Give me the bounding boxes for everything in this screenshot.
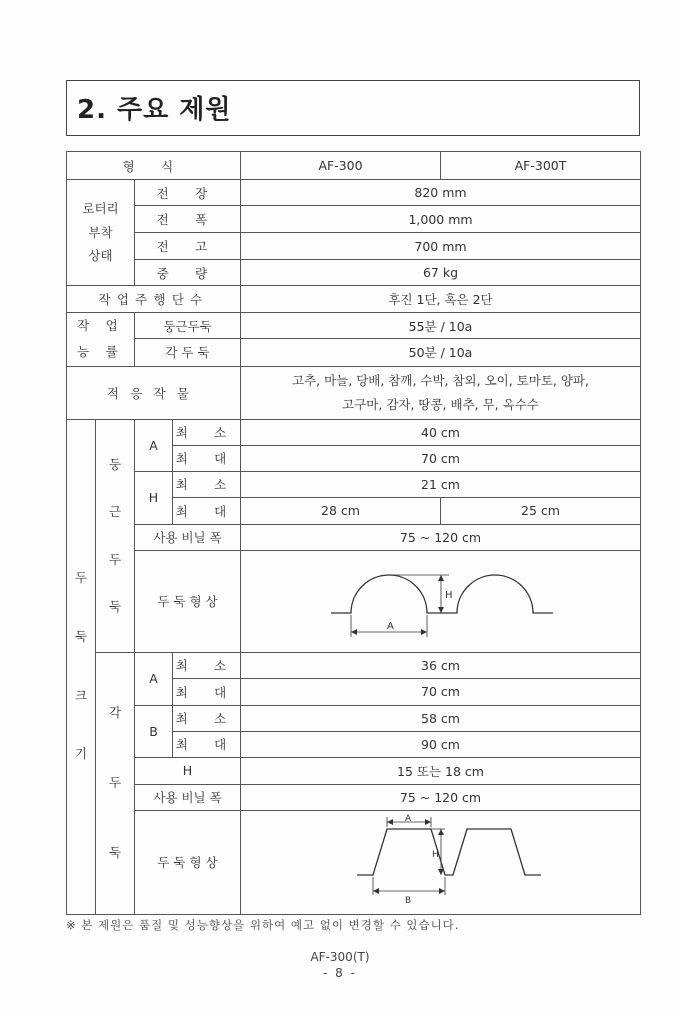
- width-label: 전 폭: [135, 206, 241, 233]
- round-h-min: 21 cm: [241, 471, 641, 497]
- square-b-min: 58 cm: [241, 705, 641, 731]
- square-diagram-b-label: B: [404, 895, 411, 906]
- table-row: [67, 810, 641, 914]
- capacity-square-value: 50분 / 10a: [241, 339, 641, 366]
- capacity-round-label: 둥근두둑: [135, 313, 241, 339]
- round-h-max-1: 28 cm: [241, 497, 441, 524]
- square-h-value: 15 또는 18 cm: [241, 757, 641, 784]
- table-row: [67, 339, 641, 366]
- footer-model: AF-300(T): [310, 950, 370, 964]
- crops-value: [241, 366, 641, 419]
- height-value: 700 mm: [241, 233, 641, 260]
- round-diagram-h-label: H: [444, 589, 453, 601]
- square-a-label: A: [135, 652, 173, 705]
- square-h-label: H: [135, 757, 241, 784]
- length-label: 전 장: [135, 180, 241, 206]
- round-shape-cell: [241, 550, 641, 652]
- round-a-max-label: 최 대: [173, 445, 241, 471]
- table-row: [67, 366, 641, 419]
- square-diagram-h-label: H: [431, 849, 439, 860]
- round-h-max-label: 최 대: [173, 497, 241, 524]
- length-value: 820 mm: [241, 180, 641, 206]
- crops-label: 적응작물: [67, 366, 241, 419]
- table-row: [67, 471, 641, 497]
- table-row: [67, 705, 641, 731]
- square-b-label: B: [135, 705, 173, 757]
- table-row: [67, 550, 641, 652]
- table-row: [67, 524, 641, 550]
- table-row: [67, 313, 641, 339]
- rotary-group-label: 로터리 부착 상태: [67, 180, 135, 286]
- square-ridge-label: 각 두 둑: [96, 652, 135, 914]
- section-title-box: [66, 80, 640, 136]
- ridge-size-group-label: 두 둑 크 기: [67, 419, 96, 914]
- round-ridge-diagram: [321, 555, 561, 645]
- round-vinyl-label: 사용 비닐 폭: [135, 524, 241, 550]
- square-ridge-diagram: [321, 813, 561, 909]
- height-label: 전 고: [135, 233, 241, 260]
- square-shape-label: 두 둑 형 상: [135, 810, 241, 914]
- round-a-min-label: 최 소: [173, 419, 241, 445]
- header-row: [67, 152, 641, 180]
- square-shape-cell: [241, 810, 641, 914]
- travel-value: 후진 1단, 혹은 2단: [241, 286, 641, 313]
- round-h-min-label: 최 소: [173, 471, 241, 497]
- weight-label: 중 량: [135, 260, 241, 286]
- width-value: 1,000 mm: [241, 206, 641, 233]
- round-shape-label: 두 둑 형 상: [135, 550, 241, 652]
- square-a-max: 70 cm: [241, 678, 641, 705]
- square-a-max-label: 최 대: [173, 678, 241, 705]
- crops-line-1: 고추, 마늘, 당배, 참깨, 수박, 참외, 오이, 토마토, 양파,: [292, 372, 589, 388]
- header-model-1: AF-300: [241, 152, 441, 180]
- round-a-max: 70 cm: [241, 445, 641, 471]
- table-row: [67, 260, 641, 286]
- page-number: - 8 -: [323, 966, 357, 980]
- table-row: [67, 419, 641, 445]
- spec-table: [66, 151, 641, 915]
- header-model-2: AF-300T: [441, 152, 641, 180]
- square-a-min-label: 최 소: [173, 652, 241, 678]
- square-vinyl-label: 사용 비닐 폭: [135, 784, 241, 810]
- disclaimer-note: ※ 본 제원은 품질 및 성능향상을 위하여 예고 없이 변경할 수 있습니다.: [66, 918, 460, 932]
- table-row: [67, 784, 641, 810]
- weight-value: 67 kg: [241, 260, 641, 286]
- section-title: 2. 주요 제원: [77, 95, 232, 125]
- round-h-max-2: 25 cm: [441, 497, 641, 524]
- square-diagram-a-label: A: [404, 813, 411, 824]
- round-vinyl-value: 75 ~ 120 cm: [241, 524, 641, 550]
- table-row: [67, 233, 641, 260]
- travel-label: 작업주행단수: [67, 286, 241, 313]
- square-vinyl-value: 75 ~ 120 cm: [241, 784, 641, 810]
- table-row: [67, 286, 641, 313]
- capacity-group-label: 작 업 능 률: [67, 313, 135, 367]
- crops-line-2: 고구마, 감자, 땅콩, 배추, 무, 옥수수: [342, 396, 539, 412]
- table-row: [67, 180, 641, 206]
- header-type-label: 형 식: [67, 152, 241, 180]
- square-a-min: 36 cm: [241, 652, 641, 678]
- table-row: [67, 652, 641, 678]
- table-row: [67, 757, 641, 784]
- square-b-min-label: 최 소: [173, 705, 241, 731]
- capacity-square-label: 각 두 둑: [135, 339, 241, 366]
- capacity-round-value: 55분 / 10a: [241, 313, 641, 339]
- round-diagram-a-label: A: [386, 620, 394, 632]
- round-a-label: A: [135, 419, 173, 471]
- table-row: [67, 206, 641, 233]
- round-a-min: 40 cm: [241, 419, 641, 445]
- round-h-label: H: [135, 471, 173, 524]
- square-b-max: 90 cm: [241, 731, 641, 757]
- square-b-max-label: 최 대: [173, 731, 241, 757]
- round-ridge-label: 둥 근 두 둑: [96, 419, 135, 652]
